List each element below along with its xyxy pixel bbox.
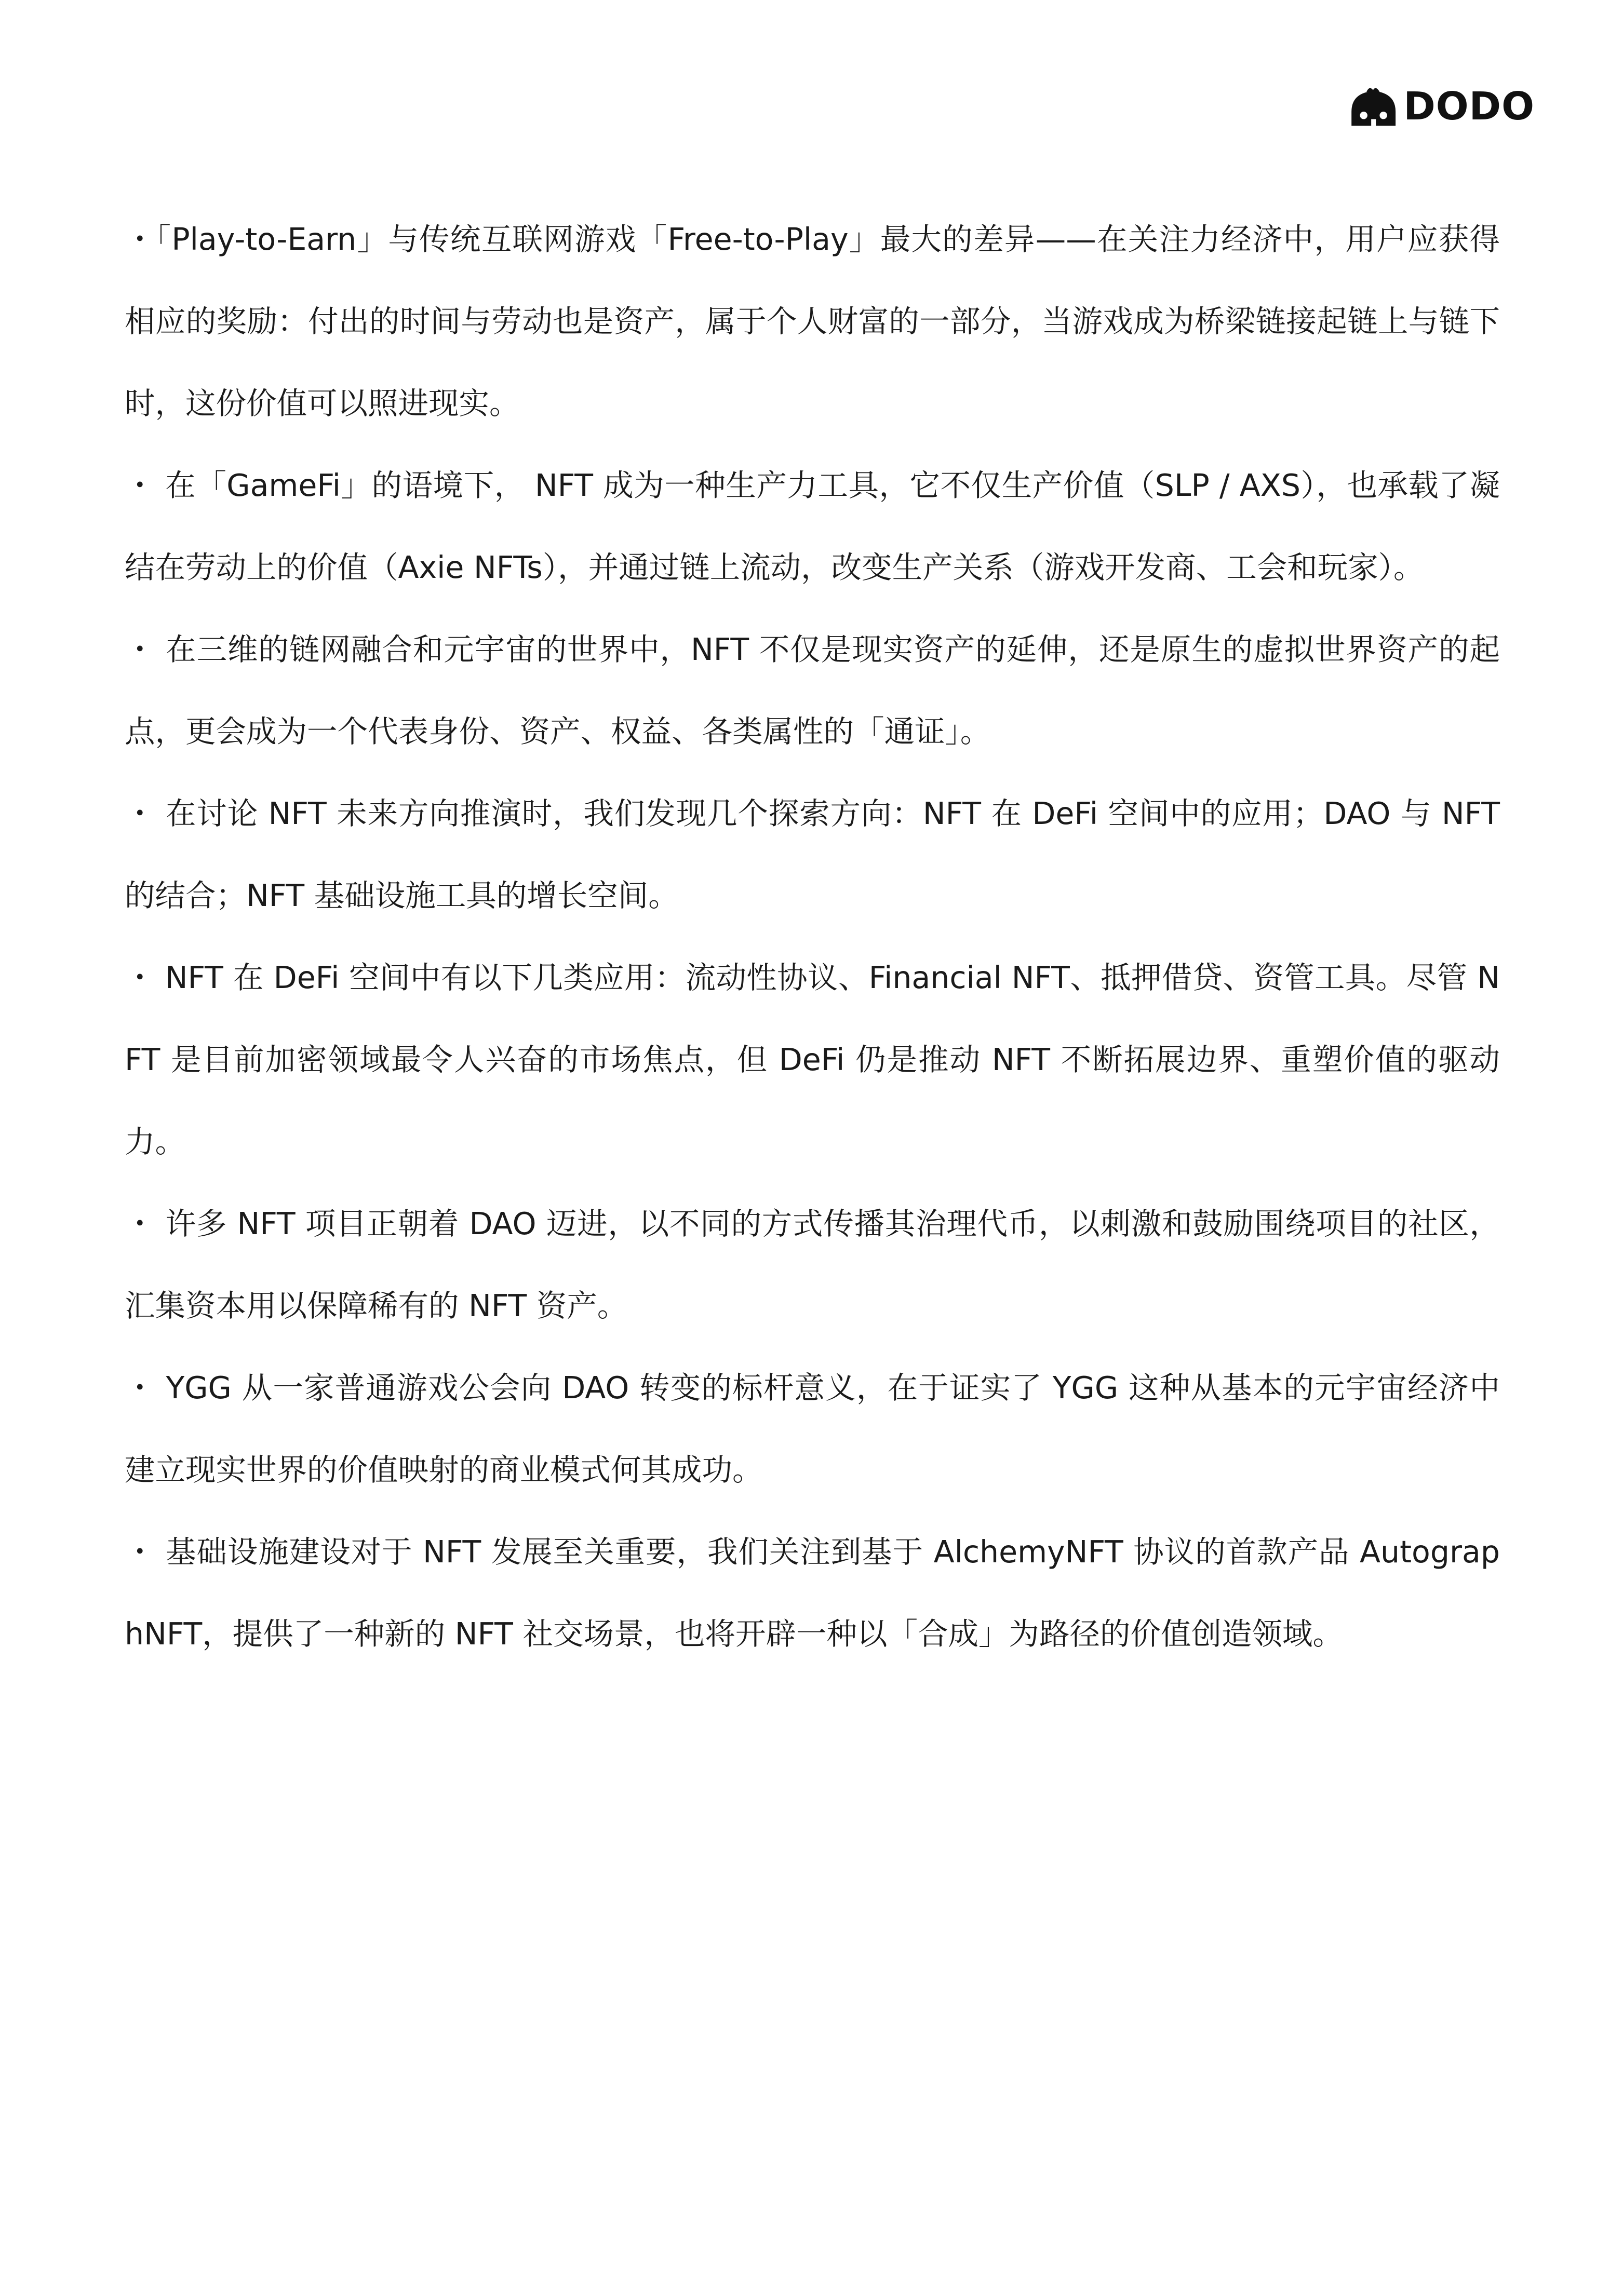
dodo-bird-icon [1348, 82, 1399, 131]
bullet-nft-dao: ・ 许多 NFT 项目正朝着 DAO 迈进，以不同的方式传播其治理代币，以刺激和鼓励围绕项目的社区，汇集资本用以保障稀有的 NFT 资产。 [125, 1206, 1500, 1323]
logo-text: DODO [1403, 84, 1535, 129]
bullet-play-to-earn: ・「Play-to-Earn」与传统互联网游戏「Free-to-Play」最大的差异——在关注力经济中，用户应获得相应的奖励：付出的时间与劳动也是资产，属于个人财富的一部分，当游戏成为桥梁链接起链上与链下时，这份价值可以照进现实。 [125, 222, 1500, 421]
bullet-infrastructure: ・ 基础设施建设对于 NFT 发展至关重要，我们关注到基于 AlchemyNFT 协议的首款产品 AutographNFT，提供了一种新的 NFT 社交场景，也将开辟一种以「合成」为路径的价值创造领域。 [125, 1534, 1500, 1652]
dodo-logo [1348, 78, 1535, 135]
bullet-ygg: ・ YGG 从一家普通游戏公会向 DAO 转变的标杆意义，在于证实了 YGG 这种从基本的元宇宙经济中建立现实世界的价值映射的商业模式何其成功。 [125, 1370, 1500, 1488]
bullet-gamefi-nft: ・ 在「GameFi」的语境下， NFT 成为一种生产力工具，它不仅生产价值（SLP / AXS），也承载了凝结在劳动上的价值（Axie NFTs），并通过链上流动，改变生产关系（游戏开发商、工会和玩家）。 [125, 468, 1500, 585]
bullet-list [125, 198, 1500, 1675]
bullet-nft-defi: ・ NFT 在 DeFi 空间中有以下几类应用：流动性协议、Financial NFT、抵押借贷、资管工具。尽管 NFT 是目前加密领域最令人兴奋的市场焦点，但 DeFi 仍是推动 NFT 不断拓展边界、重塑价值的驱动力。 [125, 960, 1500, 1159]
bullet-nft-directions: ・ 在讨论 NFT 未来方向推演时，我们发现几个探索方向：NFT 在 DeFi 空间中的应用；DAO 与 NFT 的结合；NFT 基础设施工具的增长空间。 [125, 796, 1500, 913]
bullet-metaverse-nft: ・ 在三维的链网融合和元宇宙的世界中，NFT 不仅是现实资产的延伸，还是原生的虚拟世界资产的起点，更会成为一个代表身份、资产、权益、各类属性的「通证」。 [125, 632, 1500, 749]
